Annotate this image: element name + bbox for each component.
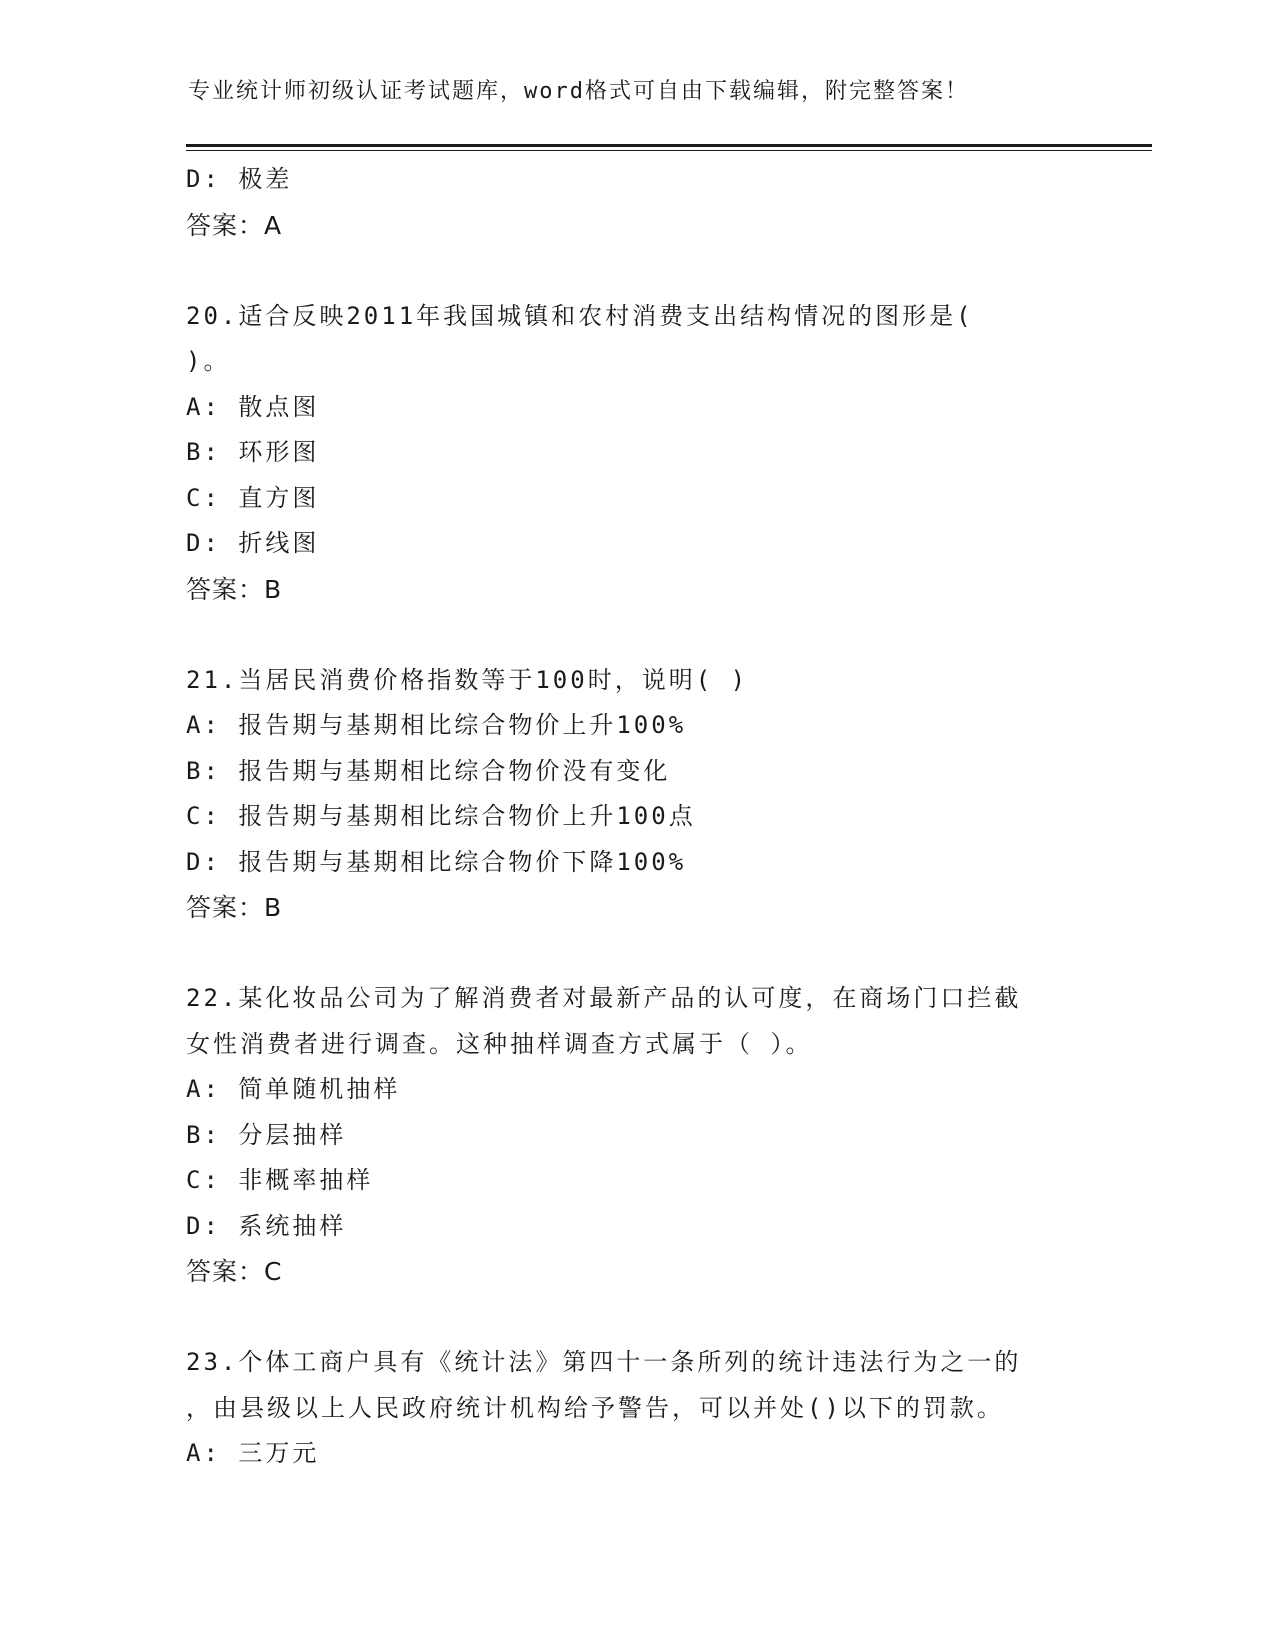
q22-option-c: C: 非概率抽样 <box>186 1166 374 1194</box>
header-divider-thin <box>186 150 1152 151</box>
header-divider-thick <box>186 144 1152 147</box>
q19-option-d: D: 极差 <box>186 165 293 193</box>
q20-question-line2: )。 <box>186 347 231 375</box>
q20-question-line1: 20.适合反映2011年我国城镇和农村消费支出结构情况的图形是( <box>186 301 974 330</box>
q23-question-line1: 23.个体工商户具有《统计法》第四十一条所列的统计违法行为之一的 <box>186 1348 1022 1376</box>
q21-option-c: C: 报告期与基期相比综合物价上升100点 <box>186 802 696 830</box>
q22-option-d: D: 系统抽样 <box>186 1211 347 1240</box>
q21-answer: 答案：B <box>186 893 283 922</box>
q22-question-line1: 22.某化妆品公司为了解消费者对最新产品的认可度，在商场门口拦截 <box>186 984 1022 1012</box>
q22-answer: 答案：C <box>186 1257 283 1286</box>
q22-option-a: A: 简单随机抽样 <box>186 1075 401 1103</box>
q22-option-b: B: 分层抽样 <box>186 1120 347 1149</box>
q20-option-a: A: 散点图 <box>186 392 320 421</box>
document-body <box>186 157 1086 1477</box>
q20-option-c: C: 直方图 <box>186 483 320 512</box>
q19-answer: 答案：A <box>186 210 283 240</box>
q22-question-line2: 女性消费者进行调查。这种抽样调查方式属于（ ）。 <box>186 1029 813 1058</box>
q20-answer: 答案：B <box>186 574 283 604</box>
q23-option-a: A: 三万元 <box>186 1439 320 1467</box>
q23-question-line2: ，由县级以上人民政府统计机构给予警告，可以并处()以下的罚款。 <box>186 1393 1004 1422</box>
page-header: 专业统计师初级认证考试题库，word格式可自由下载编辑，附完整答案！ <box>188 79 969 104</box>
q21-question: 21.当居民消费价格指数等于100时，说明( ) <box>186 665 749 694</box>
q20-option-b: B: 环形图 <box>186 438 320 466</box>
q20-option-d: D: 折线图 <box>186 529 320 557</box>
q21-option-a: A: 报告期与基期相比综合物价上升100% <box>186 711 687 739</box>
q21-option-d: D: 报告期与基期相比综合物价下降100% <box>186 847 687 876</box>
q21-option-b: B: 报告期与基期相比综合物价没有变化 <box>186 756 671 785</box>
